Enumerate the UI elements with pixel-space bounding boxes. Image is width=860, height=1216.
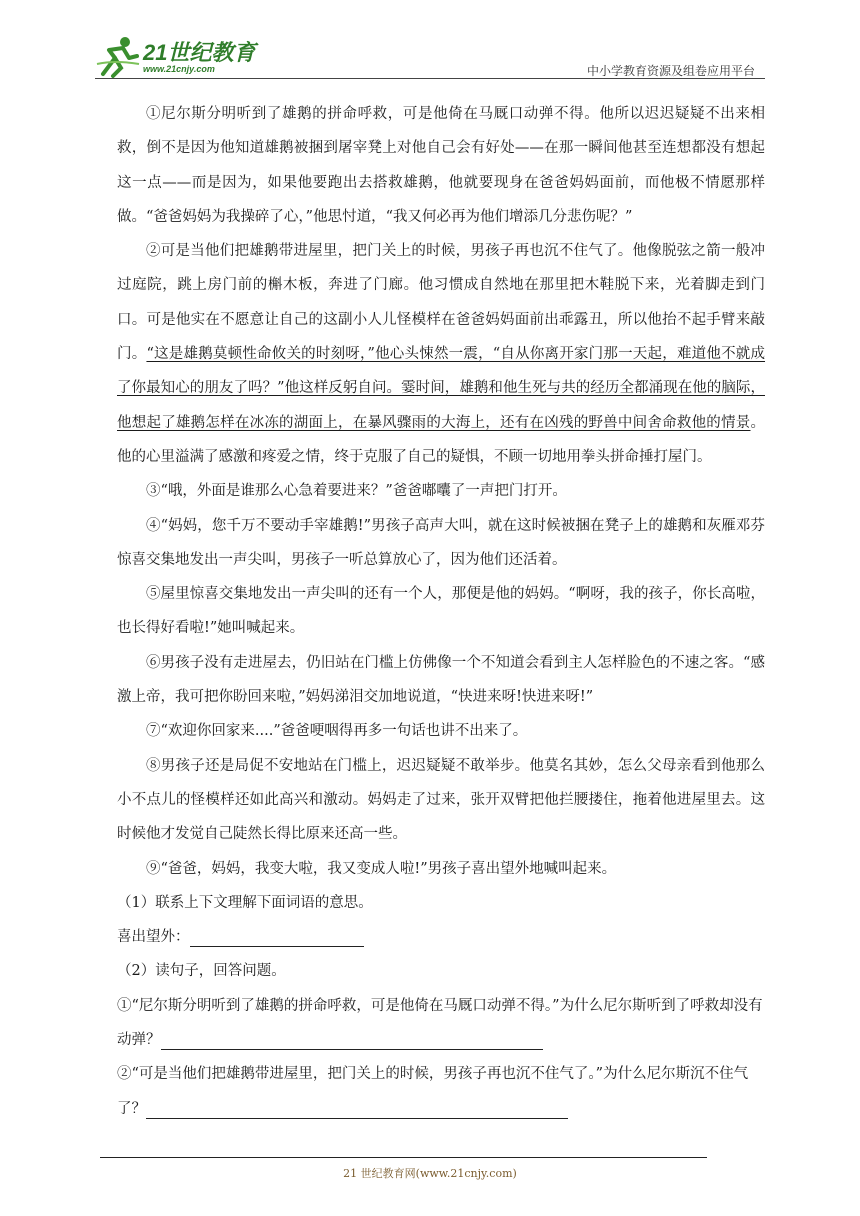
- answer-blank-3[interactable]: [146, 1100, 568, 1119]
- answer-blank-2[interactable]: [161, 1031, 543, 1050]
- paragraph-1: ①尼尔斯分明听到了雄鹅的拼命呼救，可是他倚在马厩口动弹不得。他所以迟迟疑疑不出来相救，倒不是因为他知道雄鹅被捆到屠宰凳上对他自己会有好处——在那一瞬间他甚至连想都没有想起这一点——而是因为，如果他要跑出去搭救雄鹅，他就要现身在爸爸妈妈面前，而他极不情愿那样做。“爸爸妈妈为我操碎了心，”他思忖道，“我又何必再为他们增添几分悲伤呢？”: [117, 106, 765, 225]
- paragraph-2-underlined: “这是雄鹅莫顿性命攸关的时刻呀，”他心头悚然一震，“自从你离开家门那一天起，难道他不就成了你最知心的朋友了吗？”他这样反躬自问。霎时间，雄鹅和他生死与共的经历全都涌现在他的脑际，他想起了雄鹅怎样在冰冻的湖面上，在暴风骤雨的大海上，还有在凶残的野兽中间舍命救他的情景: [117, 346, 766, 431]
- page-header: [95, 30, 765, 78]
- question-1-word: [117, 920, 765, 954]
- logo-text: 21世纪教育: [143, 40, 256, 65]
- runner-icon: [95, 34, 141, 78]
- question-1-word-label: 喜出望外：: [117, 929, 190, 946]
- paragraph-2: [117, 234, 765, 474]
- footer-divider: [100, 1157, 707, 1158]
- answer-blank-1[interactable]: [190, 928, 364, 947]
- platform-title: 中小学教育资源及组卷应用平台: [586, 64, 755, 78]
- header-divider: [95, 78, 765, 79]
- paragraph-7: ⑦“欢迎你回家来....”爸爸哽咽得再多一句话也讲不出来了。: [146, 723, 528, 740]
- paragraph-2-end: 。他的心里溢满了感激和疼爱之情，终于克服了自己的疑惧，不顾一切地用拳头拼命捶打屋门。: [117, 414, 765, 465]
- question-2-1-text: ①“尼尔斯分明听到了雄鹅的拼命呼救，可是他倚在马厩口动弹不得。”为什么尼尔斯听到了呼救却没有动弹？: [117, 997, 763, 1049]
- paragraph-4: ④“妈妈，您千万不要动手宰雄鹅!”男孩子高声大叫，就在这时候被捆在凳子上的雄鹅和灰雁邓芬惊喜交集地发出一声尖叫，男孩子一听总算放心了，因为他们还活着。: [117, 517, 765, 568]
- paragraph-6: ⑥男孩子没有走进屋去，仍旧站在门槛上仿佛像一个不知道会看到主人怎样脸色的不速之客。“感激上帝，我可把你盼回来啦，”妈妈涕泪交加地说道，“快进来呀!快进来呀!”: [117, 654, 765, 706]
- paragraph-3: ③“哦，外面是谁那么心急着要进来？”爸爸嘟囔了一声把门打开。: [146, 483, 567, 500]
- page-footer: 21 世纪教育网(www.21cnjy.com): [343, 1167, 517, 1180]
- paragraph-5: ⑤屋里惊喜交集地发出一声尖叫的还有一个人，那便是他的妈妈。“啊呀，我的孩子，你长高啦，也长得好看啦!”她叫喊起来。: [117, 586, 765, 637]
- question-1: （1）联系上下文理解下面词语的意思。: [117, 894, 373, 911]
- question-2: （2）读句子，回答问题。: [117, 963, 286, 980]
- paragraph-9: ⑨“爸爸，妈妈，我变大啦，我又变成人啦!”男孩子喜出望外地喊叫起来。: [146, 860, 617, 877]
- question-2-2: [117, 1057, 765, 1126]
- question-2-1: [117, 989, 765, 1058]
- site-logo: [95, 34, 265, 78]
- document-body: [117, 97, 765, 1126]
- paragraph-8: ⑧男孩子还是局促不安地站在门槛上，迟迟疑疑不敢举步。他莫名其妙，怎么父母亲看到他那么小不点儿的怪模样还如此高兴和激动。妈妈走了过来，张开双臂把他拦腰搂住，拖着他进屋里去。这时候他才发觉自己陡然长得比原来还高一些。: [117, 757, 765, 843]
- logo-url: www.21cnjy.com: [143, 64, 215, 74]
- question-2-2-text: ②“可是当他们把雄鹅带进屋里，把门关上的时候，男孩子再也沉不住气了。”为什么尼尔斯沉不住气了？: [117, 1066, 749, 1117]
- paragraph-2-start: ②可是当他们把雄鹅带进屋里，把门关上的时候，男孩子再也沉不住气了。他像脱弦之箭一般冲过庭院，跳上房门前的槲木板，奔进了门廊。他习惯成自然地在那里把木鞋脱下来，光着脚走到门口。可是他实在不愿意让自己的这副小人儿怪模样在爸爸妈妈面前出乖露丑，所以他抬不起手臂来敲门。: [117, 243, 765, 363]
